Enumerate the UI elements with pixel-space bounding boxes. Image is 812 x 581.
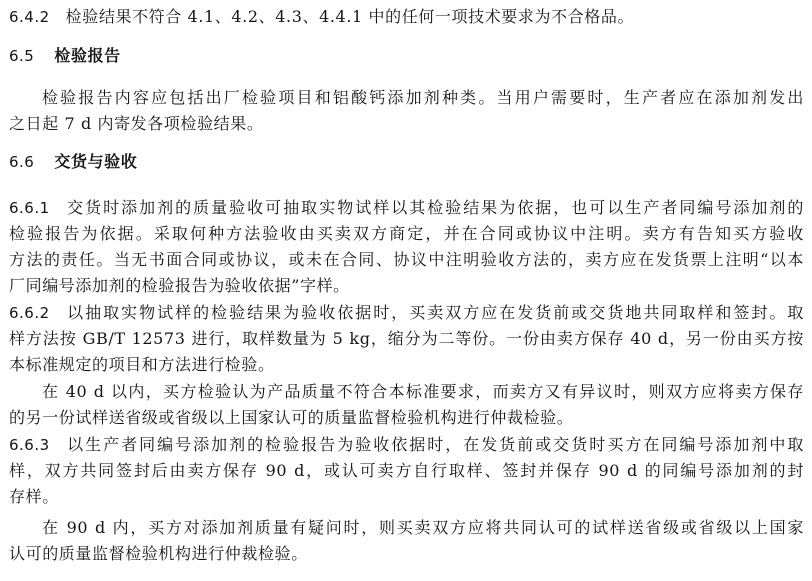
clause-number: 6.4.2 (9, 8, 50, 26)
section-number: 6.5 (9, 47, 35, 65)
clause-number: 6.6.3 (9, 436, 50, 454)
section-6-5-line-2: 之日起 7 d 内寄发各项检验结果。 (9, 114, 264, 133)
section-6-6-heading (9, 150, 804, 174)
clause-text: 以生产者同编号添加剂的检验报告为验收依据时，在发货前或交货时买方在同编号添加剂中取 (65, 435, 804, 454)
clause-number: 6.6.1 (9, 199, 50, 217)
clause-text: 以抽取实物试样的检验结果为验收依据时，买卖双方应在发货前或交货地共同取样和签封。取 (65, 303, 804, 322)
clause-6-6-2-para-2-line-2: 的另一份试样送省级或省级以上国家认可的质量监督检验机构进行仲裁检验。 (9, 408, 574, 427)
clause-text: 交货时添加剂的质量验收可抽取实物试样以其检验结果为依据，也可以生产者同编号添加剂的 (65, 198, 804, 217)
clause-6-6-3-para-2-line-2: 认可的质量监督检验机构进行仲裁检验。 (9, 544, 308, 563)
clause-6-6-3-line-1 (9, 433, 804, 457)
clause-6-6-2-para-2-line-1: 在 40 d 以内，买方检验认为产品质量不符合本标准要求，而卖方又有异议时，则双方应将卖方保存 (42, 382, 804, 401)
clause-6-6-3-para-2-line-1: 在 90 d 内，买方对添加剂质量有疑问时，则买卖双方应将共同认可的试样送省级或省级以上国家 (42, 518, 804, 537)
clause-6-4-2-line-1 (9, 5, 804, 29)
clause-6-6-3-line-3: 存样。 (9, 487, 59, 506)
section-title: 检验报告 (54, 46, 121, 65)
clause-6-6-1-line-2: 检验报告为依据。采取何种方法验收由买卖双方商定，并在合同或协议中注明。卖方有告知买方验收 (9, 224, 804, 243)
clause-6-6-2-line-3: 本标准规定的项目和方法进行检验。 (9, 355, 275, 374)
section-6-5-heading (9, 44, 804, 68)
section-6-5-line-1: 检验报告内容应包括出厂检验项目和铝酸钙添加剂种类。当用户需要时，生产者应在添加剂发出 (42, 88, 804, 107)
clause-6-6-1-line-4: 厂同编号添加剂的检验报告为验收依据”字样。 (9, 276, 350, 295)
clause-number: 6.6.2 (9, 304, 50, 322)
clause-6-6-3-line-2: 样，双方共同签封后由卖方保存 90 d，或认可卖方自行取样、签封并保存 90 d 的同编号添加剂的封 (9, 461, 804, 480)
clause-6-6-1-line-1 (9, 196, 804, 220)
clause-6-6-2-line-2: 样方法按 GB/T 12573 进行，取样数量为 5 kg，缩分为二等份。一份由卖方保存 40 d，另一份由买方按 (9, 329, 804, 348)
section-title: 交货与验收 (54, 152, 138, 171)
clause-text: 检验结果不符合 4.1、4.2、4.3、4.4.1 中的任何一项技术要求为不合格品。 (65, 7, 635, 26)
clause-6-6-2-line-1 (9, 301, 804, 325)
section-number: 6.6 (9, 153, 35, 171)
clause-6-6-1-line-3: 方法的责任。当无书面合同或协议，或未在合同、协议中注明验收方法的，卖方应在发货票上注明“以本 (9, 250, 804, 269)
